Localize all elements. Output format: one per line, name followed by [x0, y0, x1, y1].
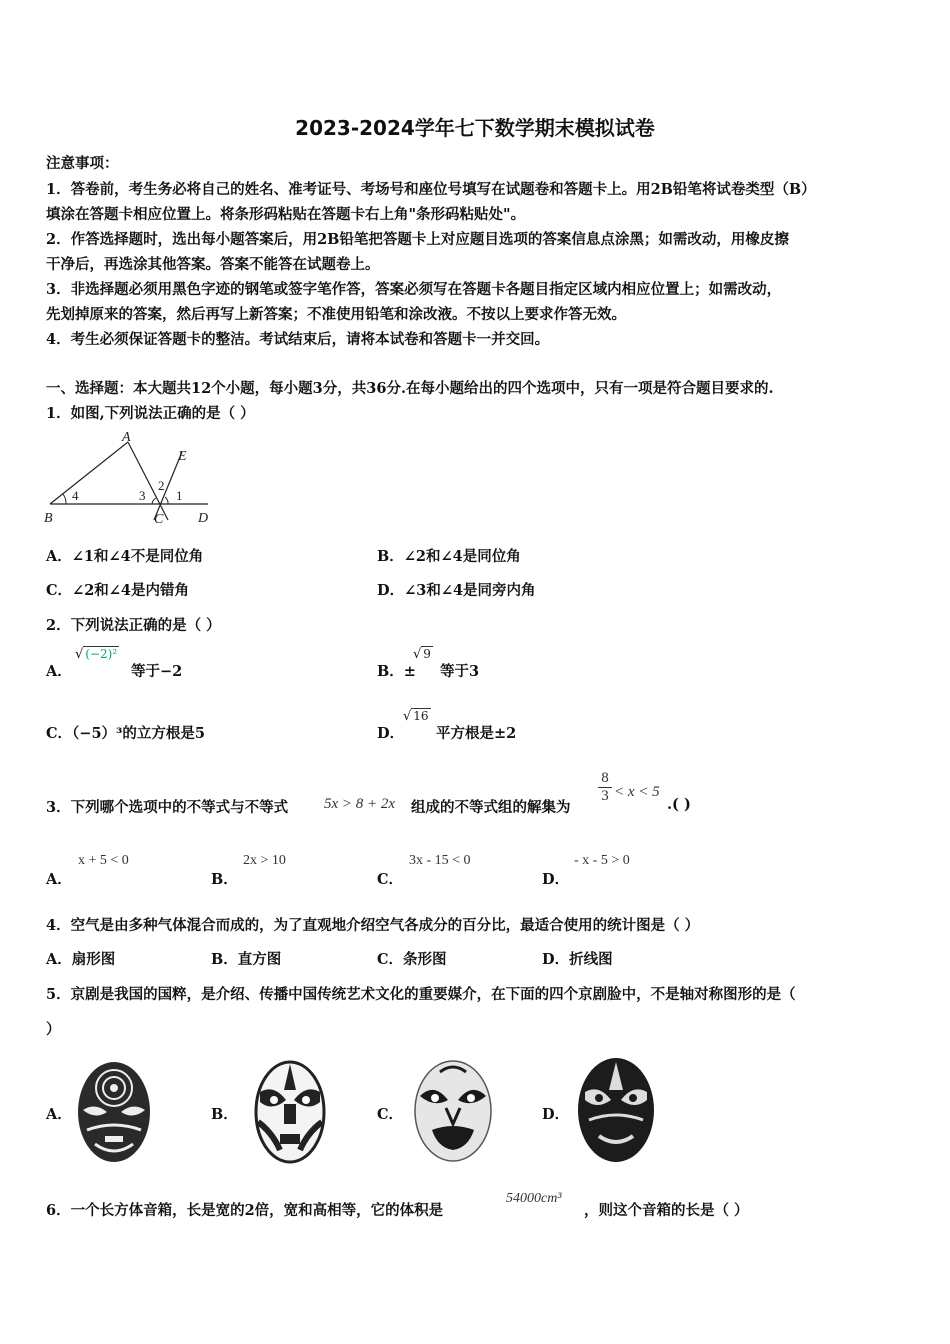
angle-1-label: 1 — [176, 488, 183, 503]
q2-option-d-math: √ 16 — [403, 709, 429, 724]
q2-option-c: C．（−5）³的立方根是5 — [46, 725, 205, 742]
q4-option-b: B．直方图 — [211, 951, 282, 968]
q5-option-a-label: A． — [46, 1106, 72, 1123]
question-4-stem: 4．空气是由多种气体混合而成的，为了直观地介绍空气各成分的百分比，最适合使用的统计图是（ ） — [46, 917, 700, 934]
q2-option-d-label: D． — [377, 725, 405, 742]
label-b: B — [44, 511, 53, 526]
angle-4-label: 4 — [72, 488, 79, 503]
fraction-numerator: 8 — [598, 770, 612, 788]
q3-fraction — [598, 770, 612, 805]
opera-mask-a — [75, 1060, 153, 1166]
question-5-stem-end: ） — [46, 1021, 61, 1038]
q5-option-d-label: D． — [542, 1106, 570, 1123]
q2-option-b-math: √ 9 — [413, 647, 431, 662]
sqrt-radicand: 9 — [423, 647, 431, 661]
notice-heading: 注意事项： — [46, 155, 119, 172]
question-5-stem: 5．京剧是我国的国粹，是介绍、传播中国传统艺术文化的重要媒介，在下面的四个京剧脸中，不是轴对称图形的是（ — [46, 986, 796, 1003]
opera-mask-c — [410, 1058, 496, 1164]
label-a: A — [122, 430, 131, 445]
question-6-stem-a: 6．一个长方体音箱，长是宽的2倍，宽和高相等，它的体积是 — [46, 1202, 444, 1219]
q4-option-d: D．折线图 — [542, 951, 613, 968]
question-6-stem-b: ，则这个音箱的长是（ ） — [584, 1202, 749, 1219]
opera-mask-b — [250, 1060, 330, 1166]
q5-option-c-label: C． — [377, 1106, 404, 1123]
sqrt-radicand: 16 — [413, 709, 429, 723]
q2-option-a-text: 等于−2 — [131, 663, 183, 680]
angle-2-label: 2 — [158, 478, 165, 493]
angle-3-label: 3 — [139, 488, 146, 503]
q6-volume: 54000cm³ — [506, 1191, 562, 1206]
sqrt-radicand: (−2)² — [85, 647, 118, 661]
q3-option-b-math: 2x > 10 — [243, 853, 286, 868]
q1-option-d: D．∠3和∠4是同旁内角 — [377, 582, 536, 599]
q1-angle-figure — [40, 428, 220, 528]
question-3-stem-a: 3．下列哪个选项中的不等式与不等式 — [46, 799, 289, 816]
label-e: E — [178, 449, 187, 464]
notice-line: 4．考生必须保证答题卡的整洁。考试结束后，请将本试卷和答题卡一并交回。 — [46, 331, 550, 348]
q3-inequality: 5x > 8 + 2x — [324, 796, 396, 812]
q4-option-c: C．条形图 — [377, 951, 447, 968]
q3-option-a-label: A． — [46, 871, 72, 888]
q1-option-c: C．∠2和∠4是内错角 — [46, 582, 190, 599]
notice-line: 3．非选择题必须用黑色字迹的钢笔或签字笔作答，答案必须写在答题卡各题目指定区域内相应位置上；如需改动， — [46, 281, 782, 298]
q1-option-a: A．∠1和∠4不是同位角 — [46, 548, 204, 565]
question-3-stem-b: 组成的不等式组的解集为 — [411, 799, 571, 816]
q1-option-b: B．∠2和∠4是同位角 — [377, 548, 521, 565]
q2-option-d-text: 平方根是±2 — [436, 725, 517, 742]
q4-option-a: A．扇形图 — [46, 951, 116, 968]
question-1-stem: 1．如图,下列说法正确的是（ ） — [46, 405, 255, 422]
q3-range: < x < 5 — [614, 784, 660, 800]
q3-option-d-math: - x - 5 > 0 — [574, 853, 630, 868]
q3-option-c-label: C． — [377, 871, 404, 888]
notice-line: 1．答卷前，考生务必将自己的姓名、准考证号、考场号和座位号填写在试题卷和答题卡上。用2B铅笔将试卷类型（B） — [46, 181, 816, 198]
section-heading: 一、选择题：本大题共12个小题，每小题3分，共36分.在每小题给出的四个选项中，只有一项是符合题目要求的. — [46, 380, 774, 397]
q2-option-b-label: B．± — [377, 663, 416, 680]
notice-line: 先划掉原来的答案，然后再写上新答案；不准使用铅笔和涂改液。不按以上要求作答无效。 — [46, 306, 626, 323]
q3-option-b-label: B． — [211, 871, 238, 888]
q2-option-a-label: A． — [46, 663, 72, 680]
notice-line: 干净后，再选涂其他答案。答案不能答在试题卷上。 — [46, 256, 380, 273]
question-3-stem-c: .( ) — [667, 796, 691, 813]
q3-option-c-math: 3x - 15 < 0 — [409, 853, 471, 868]
opera-mask-d — [575, 1056, 657, 1164]
notice-line: 2．作答选择题时，选出每小题答案后，用2B铅笔把答题卡上对应题目选项的答案信息点涂黑；如需改动，用橡皮擦 — [46, 231, 789, 248]
q2-option-a-math: √ (−2)² — [75, 647, 118, 662]
fraction-denominator: 3 — [601, 788, 609, 804]
q2-option-b-text: 等于3 — [440, 663, 480, 680]
q3-option-a-math: x + 5 < 0 — [78, 853, 129, 868]
notice-line: 填涂在答题卡相应位置上。将条形码粘贴在答题卡右上角"条形码粘贴处"。 — [46, 206, 526, 223]
q5-option-b-label: B． — [211, 1106, 238, 1123]
question-2-stem: 2．下列说法正确的是（ ） — [46, 617, 221, 634]
q3-option-d-label: D． — [542, 871, 570, 888]
page-title: 2023-2024学年七下数学期末模拟试卷 — [295, 116, 655, 140]
label-d: D — [198, 511, 209, 526]
label-c: C — [154, 512, 164, 527]
